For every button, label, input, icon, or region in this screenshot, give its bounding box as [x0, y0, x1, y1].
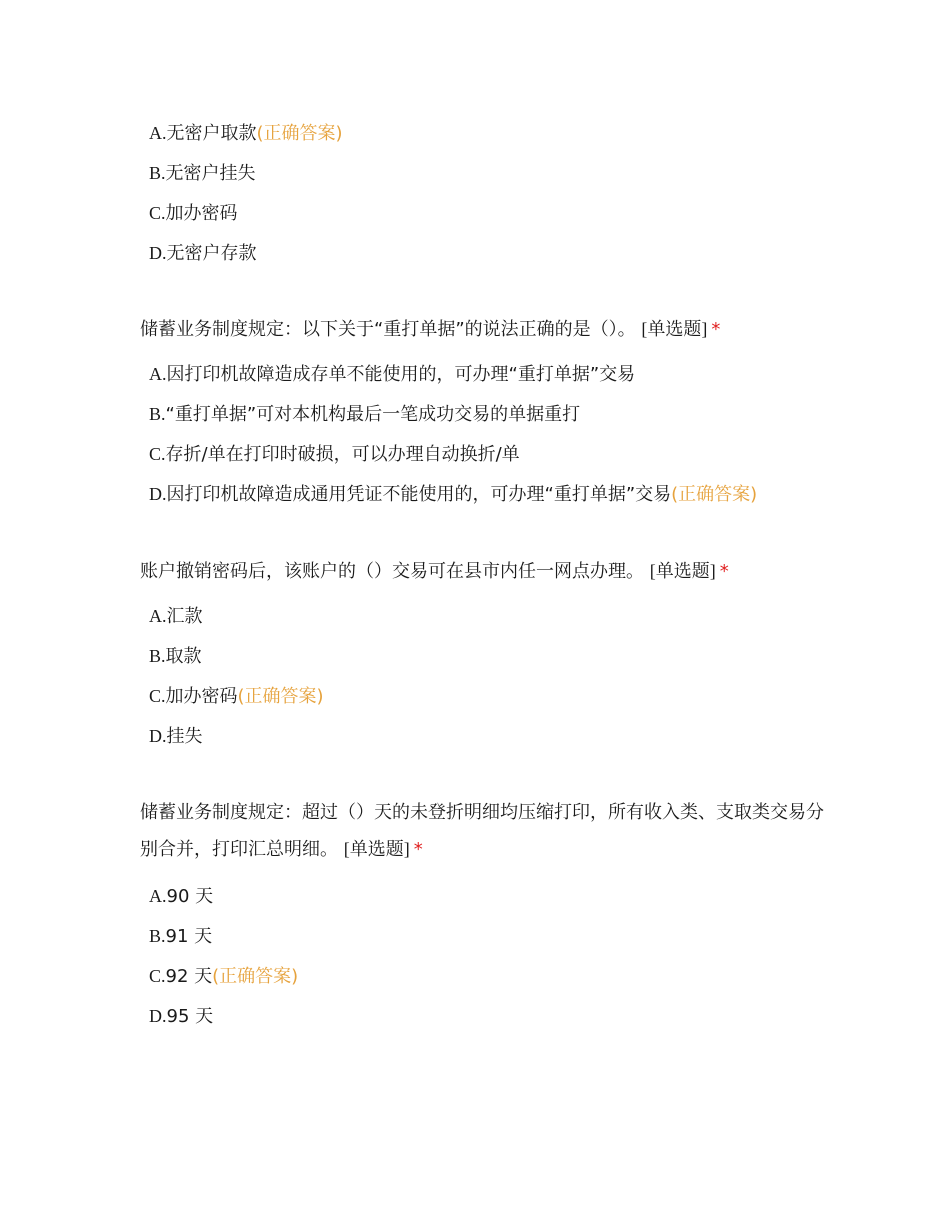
q2-option-c — [149, 442, 520, 467]
q1-option-d — [149, 241, 257, 266]
option-letter: D. — [149, 726, 167, 746]
q1-option-a — [149, 121, 343, 146]
option-letter: A. — [149, 886, 167, 906]
option-letter: D. — [149, 484, 167, 504]
q2-option-a — [149, 362, 635, 387]
question-text: 储蓄业务制度规定：超过（）天的未登折明细均压缩打印，所有收入类、支取类交易分别合并，打印汇总明细。 — [140, 802, 824, 860]
option-letter: C. — [149, 686, 166, 706]
option-text: 92 天 — [165, 966, 213, 987]
option-text: 加办密码 — [165, 686, 238, 707]
option-text: 95 天 — [166, 1006, 214, 1027]
correct-answer-tag: (正确答案) — [256, 123, 343, 144]
option-text: 91 天 — [165, 926, 213, 947]
option-letter: B. — [149, 926, 166, 946]
q4-option-d — [149, 1004, 213, 1029]
option-text: 无密户存款 — [166, 243, 257, 264]
q4-title — [140, 794, 830, 868]
option-text: 90 天 — [166, 886, 214, 907]
correct-answer-tag: (正确答案) — [237, 686, 324, 707]
option-letter: A. — [149, 123, 167, 143]
option-letter: A. — [149, 364, 167, 384]
question-type-label: [单选题] — [641, 319, 708, 339]
option-text: 取款 — [165, 646, 202, 667]
required-marker: * — [413, 839, 423, 860]
option-text: 无密户取款 — [166, 123, 257, 144]
option-text: “重打单据”可对本机构最后一笔成功交易的单据重打 — [165, 404, 581, 425]
question-text: 账户撤销密码后，该账户的（）交易可在县市内任一网点办理。 — [140, 561, 644, 582]
option-text: 因打印机故障造成存单不能使用的，可办理“重打单据”交易 — [166, 364, 636, 385]
q2-title — [140, 311, 830, 348]
q3-title — [140, 553, 830, 590]
correct-answer-tag: (正确答案) — [212, 966, 299, 987]
option-text: 无密户挂失 — [165, 163, 256, 184]
option-letter: D. — [149, 243, 167, 263]
option-text: 因打印机故障造成通用凭证不能使用的，可办理“重打单据”交易 — [166, 484, 672, 505]
question-type-label: [单选题] — [649, 561, 716, 581]
question-text: 储蓄业务制度规定：以下关于“重打单据”的说法正确的是（）。 — [140, 319, 636, 340]
q3-option-c — [149, 684, 324, 709]
q4-option-c — [149, 964, 298, 989]
q2-option-d — [149, 482, 757, 507]
option-text: 加办密码 — [165, 203, 238, 224]
option-letter: C. — [149, 966, 166, 986]
required-marker: * — [719, 561, 729, 582]
q1-option-c — [149, 201, 238, 226]
option-letter: B. — [149, 646, 166, 666]
correct-answer-tag: (正确答案) — [671, 484, 758, 505]
option-letter: B. — [149, 163, 166, 183]
q4-option-b — [149, 924, 212, 949]
q3-option-d — [149, 724, 203, 749]
option-letter: C. — [149, 203, 166, 223]
option-text: 挂失 — [166, 726, 203, 747]
option-text: 存折/单在打印时破损，可以办理自动换折/单 — [165, 444, 520, 465]
q4-option-a — [149, 884, 213, 909]
option-letter: C. — [149, 444, 166, 464]
option-text: 汇款 — [166, 606, 203, 627]
q1-option-b — [149, 161, 256, 186]
q3-option-a — [149, 604, 203, 629]
q3-option-b — [149, 644, 202, 669]
option-letter: B. — [149, 404, 166, 424]
option-letter: A. — [149, 606, 167, 626]
option-letter: D. — [149, 1006, 167, 1026]
q2-option-b — [149, 402, 580, 427]
required-marker: * — [711, 319, 721, 340]
question-type-label: [单选题] — [343, 839, 410, 859]
